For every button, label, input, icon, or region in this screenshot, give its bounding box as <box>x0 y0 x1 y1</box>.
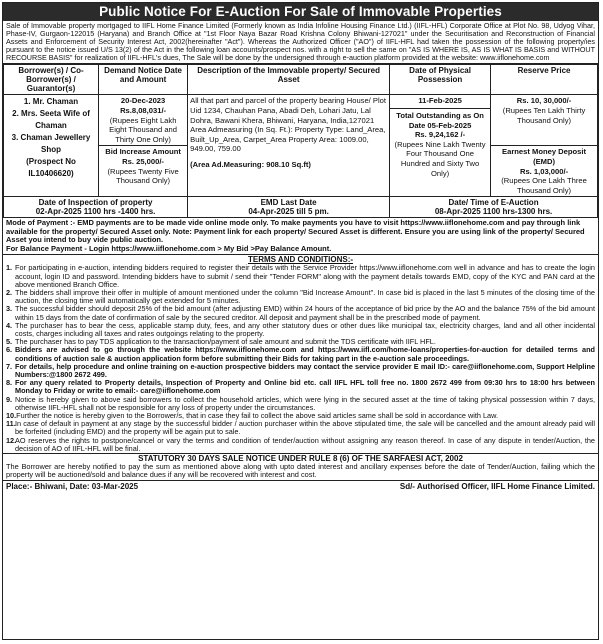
demand-cell <box>99 95 188 146</box>
borrower-2: 2. Mrs. Seeta Wife of Chaman <box>12 109 90 131</box>
inspection-label: Date of Inspection of property <box>38 198 153 208</box>
term-item: 10. Further the notice is hereby given to the Borrower/s, that in case they fail to collect the above said articles same shall be sold in accordance with Law. <box>6 411 499 421</box>
header-reserve: Reserve Price <box>491 65 598 95</box>
balance-payment: For Balance Payment - Login https://www.iiflonehome.com > My Bid >Pay Balance Amount. <box>6 243 332 253</box>
auction-time-value: 08-Apr-2025 1100 hrs-1300 hrs. <box>434 207 553 217</box>
prospect-number: (Prospect No IL10406620) <box>26 157 76 179</box>
term-item: 8. For any query related to Property details, Inspection of Property and Online bid etc. call IIFL HFL toll free no. 1800 2672 499 from 09:30 hrs to 18:00 hrs between Monday to Friday or write to email:- care@iiflonehome.com <box>6 378 595 396</box>
inspection-cell <box>4 197 188 218</box>
description-cell <box>188 95 390 197</box>
term-item: 5. The purchaser has to pay TDS application to the transaction/payment of sale amount and submit the TDS certificate with IIFL HFL. <box>6 337 436 347</box>
borrowers-cell <box>4 95 99 197</box>
payment-mode <box>3 218 598 255</box>
mode-of-payment: Mode of Payment :- EMD payments are to be made vide online mode only. To make payments you have to visit https://www.iiflonehome.com and pay through link available for the property/ Secured Asset only. Note: Payment link for each property/ Secured Asset is different. Ensure you are using link of the property/ Secured Asset you intend to buy vide public auction. <box>6 218 585 245</box>
auction-notice <box>2 2 599 640</box>
header-borrowers: Borrower(s) / Co-Borrower(s) / Guarantor(s) <box>4 65 99 95</box>
header-demand: Demand Notice Date and Amount <box>99 65 188 95</box>
reserve-cell <box>491 95 598 146</box>
property-table <box>3 64 598 218</box>
term-item: 2. The bidders shall improve their offer in multiple of amount mentioned under the column "Bid Increase Amount". In case bid is placed in the last 5 minutes of the closing time of the auction, the closing time will automatically get extended for 5 minutes. <box>6 288 595 306</box>
term-item: 9. Notice is hereby given to above said borrowers to collect the household articles, which were lying in the secured asset at the time of taking physical possession within 7 days, otherwise IIFL-HFL shall not be responsible for any loss of property under the circumstances. <box>6 394 595 412</box>
borrower-3: 3. Chaman Jewellery Shop <box>11 133 91 155</box>
notice-intro: Sale of Immovable property mortgaged to IIFL Home Finance Limited (Formerly known as India Infoline Housing Finance Ltd.) (IIFL-HFL) Corporate Office at Plot No. 98, Udyog Vihar, Phase-IV, Gurgaon-122015 (Haryana) and Branch Office at "1st Floor Naya Bazar Road Krishna Colony Bhiwani-127021" under the Securitisation and Reconstruction of Financial Assets and Enforcement of Security Interest Act, 2002(hereinafter "Act"). Whereas the Authorized Officer ("AO") of IIFL-HFL had taken the possession of the following property/ies pursuant to the notice issued U/S 13(2) of the Act in the following loan accounts/prospect nos. with a right to sell the same on "AS IS WHERE IS, AS IS WHAT IS BASIS and WITHOUT RECOURSE BASIS" for realization of IIFL-HFL's dues, The Sale will be done by the undersigned through e-auction platform provided at the website: www.iiflonehome.com <box>3 21 598 64</box>
demand-date: 20-Dec-2023 <box>120 96 166 106</box>
emd-label: Earnest Money Deposit (EMD) <box>502 147 587 167</box>
term-item: 11. In case of default in payment at any stage by the successful bidder / auction purchaser within the above stipulated time, the sale will be cancelled and the amount already paid will be forfeited (including EMD) and the property will be again put to sale. <box>6 419 595 437</box>
term-item: 4. The purchaser has to bear the cess, applicable stamp duty, fees, and any other statutory dues or other dues like municipal tax, electricity charges, land and all other incidental costs, charges including all taxes and rates outgoings relating to the property. <box>6 320 595 339</box>
outstanding-label: Total Outstanding as On Date 05-Feb-2025 <box>396 111 484 130</box>
place-date: Place:- Bhiwani, Date: 03-Mar-2025 <box>6 481 139 491</box>
emd-words: (Rupees One Lakh Three Thousand Only) <box>501 176 587 195</box>
possession-date: 11-Feb-2025 <box>418 96 462 106</box>
header-possession: Date of Physical Possession <box>390 65 491 95</box>
reserve-amount: Rs. 10, 30,000/- <box>516 96 572 106</box>
notice-footer <box>3 481 598 492</box>
emd-amount: Rs. 1,03,000/- <box>519 166 569 176</box>
term-item: 7. For details, help procedure and online training on e-auction prospective bidders may contact the service provider E mail ID:- care@iiflonehome.com, Support Helpline Numbers:@1800 2672 499. <box>6 361 595 380</box>
terms-list <box>3 264 598 453</box>
emd-last-date-cell <box>188 197 390 218</box>
demand-words: (Rupees Eight Lakh Eight Thousand and Thirty One Only) <box>109 115 177 144</box>
signatory: Sd/- Authorised Officer, IIFL Home Finance Limited. <box>399 481 595 491</box>
term-item: 6. Bidders are advised to go through the website https://www.iiflonehome.com and https://www.iifl.com/home-loans/properties-for-auction for detailed terms and conditions of auction sale & auction application form before submitting their Bids for taking part in the e-auction sale proceedings. <box>6 345 595 363</box>
emd-last-date-label: EMD Last Date <box>260 198 317 208</box>
term-item: 3. The successful bidder should deposit 25% of the bid amount (after adjusting EMD) within 24 hours of the acceptance of bid price by the AO and the balance 75% of the bid amount within 15 days from the date of confirmation of sale by the secured creditor. All deposit and payment shall be in the prescribed mode of payment. <box>6 304 595 322</box>
auction-time-cell <box>390 197 598 218</box>
bid-increase-cell <box>99 146 188 197</box>
borrower-1: 1. Mr. Chaman <box>23 97 79 107</box>
notice-title: Public Notice For E-Auction For Sale of Immovable Properties <box>3 3 598 21</box>
statutory-text: The Borrower are hereby notified to pay the sum as mentioned above along with upto dated interest and ancillary expenses before the date of Tender/Auction, failing which the property will be auctioned/sold and balance dues if any will be recovered with interest and cost. <box>3 463 598 481</box>
terms-heading: TERMS AND CONDITIONS:- <box>247 255 354 265</box>
statutory-heading: STATUTORY 30 DAYS SALE NOTICE UNDER RULE 8 (6) OF THE SARFAESI ACT, 2002 <box>3 453 598 463</box>
term-item: 12. AO reserves the rights to postpone/cancel or vary the terms and condition of tender/auction without assigning any reason thereof. In case of any dispute in tender/Auction, the decision of AO of IIFL-HFL will be final. <box>6 435 595 453</box>
property-area: (Area Ad.Measuring: 908.10 Sq.ft) <box>190 160 311 170</box>
auction-time-label: Date/ Time of E-Auction <box>448 198 539 208</box>
demand-amount: Rs.8,08,031/- <box>120 106 167 116</box>
reserve-words: (Rupees Ten Lakh Thirty Thousand Only) <box>502 106 586 125</box>
inspection-value: 02-Apr-2025 1100 hrs -1400 hrs. <box>35 207 156 217</box>
possession-cell <box>390 95 491 197</box>
outstanding-words: (Rupees Nine Lakh Twenty Four Thousand One Hundred and Sixty Two Only) <box>394 139 486 178</box>
bid-increase-label: Bid Increase Amount <box>105 147 181 157</box>
term-item: 1. For participating in e-auction, intending bidders required to register their details with the Service Provider https://www.iiflonehome.com well in advance and has to create the login account, login ID and password. Intending bidders have to submit / send their "Tender FORM" along with the payment details towards EMD, copy of the KYC and PAN card at the above mentioned Branch Office. <box>6 263 595 289</box>
emd-last-date-value: 04-Apr-2025 till 5 pm. <box>248 207 329 217</box>
outstanding-amount: Rs. 9,24,162 /- <box>414 130 466 140</box>
bid-increase-words: (Rupees Twenty Five Thousand Only) <box>107 166 179 186</box>
bid-increase-amount: Rs. 25,000/- <box>122 157 164 167</box>
header-description: Description of the Immovable property/ Secured Asset <box>188 65 390 95</box>
property-description: All that part and parcel of the property bearing House/ Plot Uid 1234, Chauhan Pana, Abadi Deh, Lohari Jatu, Lal Dohra, Bawani Khera, Bhiwani, Haryana, India,127021 Area Admeasuring (In Sq. Ft.): Property Type: Land_Area, Built_Up_Area, Carpet_Area Property Area: 1009.00, 949.00, 759.00 <box>190 96 386 154</box>
emd-cell <box>491 146 598 197</box>
